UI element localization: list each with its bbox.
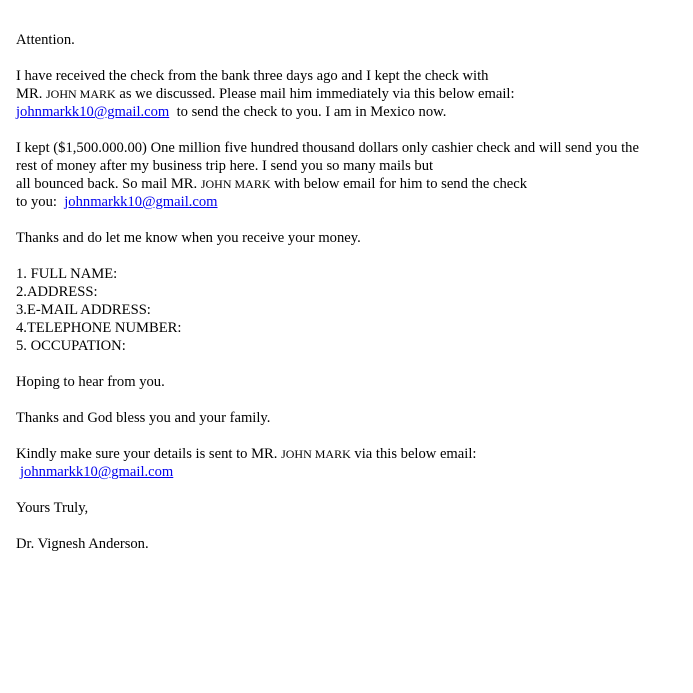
list-item: 4.TELEPHONE NUMBER:: [16, 320, 182, 336]
email-link[interactable]: johnmarkk10@gmail.com: [64, 194, 218, 210]
paragraph-line: I have received the check from the bank three days ago and I kept the check with: [16, 68, 489, 84]
list-item: 2.ADDRESS:: [16, 284, 98, 300]
inline-text: via this below email:: [350, 446, 477, 462]
paragraph-line: [16, 175, 693, 193]
list-item: 3.E-MAIL ADDRESS:: [16, 302, 151, 318]
signature-text: Dr. Vignesh Anderson.: [16, 536, 149, 552]
paragraph-thanks-money: [16, 229, 693, 247]
closing: [16, 499, 693, 517]
contact-name: JOHN MARK: [46, 87, 116, 101]
inline-text: all bounced back. So mail MR.: [16, 176, 201, 192]
paragraph-line: Hoping to hear from you.: [16, 374, 165, 390]
paragraph-line: rest of money after my business trip here. I send you so many mails but: [16, 158, 434, 174]
greeting-text: Attention.: [16, 32, 75, 48]
paragraph-line: [16, 103, 693, 121]
greeting: [16, 31, 693, 49]
email-link[interactable]: johnmarkk10@gmail.com: [20, 464, 174, 480]
inline-text: as we discussed. Please mail him immediately via this below email:: [115, 86, 515, 102]
contact-name: JOHN MARK: [200, 177, 271, 191]
paragraph-line: Thanks and do let me know when you receive your money.: [16, 230, 361, 246]
list-item: 5. OCCUPATION:: [16, 338, 126, 354]
list-item: 1. FULL NAME:: [16, 266, 118, 282]
paragraph-check-received: [16, 67, 693, 121]
inline-text: MR.: [16, 86, 47, 102]
signature: [16, 535, 693, 553]
paragraph-cashier-check: [16, 139, 693, 211]
paragraph-send-details: [16, 445, 693, 481]
closing-text: Yours Truly,: [16, 500, 89, 516]
paragraph-line: [16, 85, 693, 103]
inline-text: with below email for him to send the check: [270, 176, 528, 192]
contact-name: JOHN MARK: [281, 447, 351, 461]
inline-text: to you:: [16, 194, 57, 210]
paragraph-hoping: [16, 373, 693, 391]
paragraph-line: I kept ($1,500.000.00) One million five hundred thousand dollars only cashier check and will send you the: [16, 140, 639, 156]
email-link[interactable]: johnmarkk10@gmail.com: [16, 104, 170, 120]
paragraph-line: [16, 193, 693, 211]
inline-text: Kindly make sure your details is sent to MR.: [16, 446, 282, 462]
paragraph-line: [20, 463, 693, 481]
details-list: [16, 265, 693, 355]
paragraph-line: [16, 445, 693, 463]
inline-text: to send the check to you. I am in Mexico now.: [176, 104, 447, 120]
paragraph-line: Thanks and God bless you and your family.: [16, 410, 271, 426]
email-body: [16, 31, 693, 571]
paragraph-blessing: [16, 409, 693, 427]
